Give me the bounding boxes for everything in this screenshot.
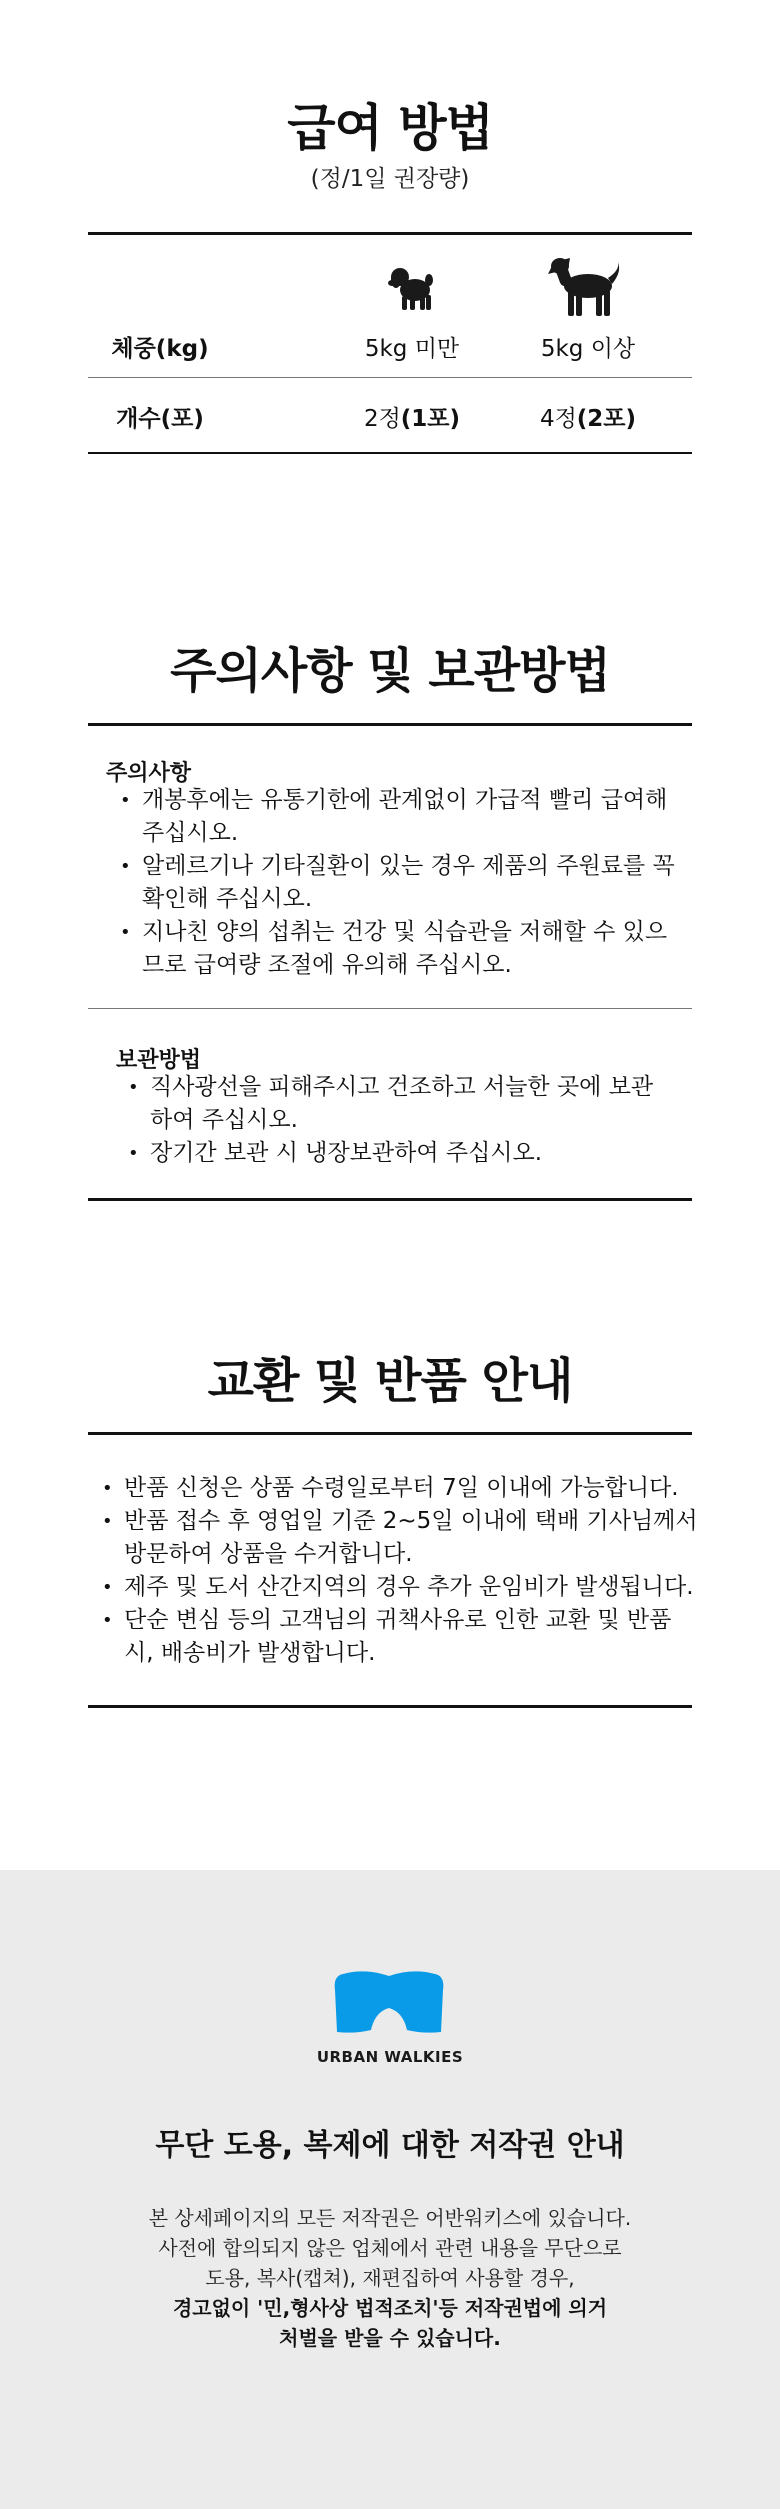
count-large-pack: (2포) [576, 406, 637, 432]
list-item: • 직사광선을 피해주시고 건조하고 서늘한 곳에 보관하여 주십시오. [128, 1071, 668, 1137]
feeding-subtitle: (정/1일 권장량) [310, 166, 470, 192]
table-mid-rule [88, 377, 692, 378]
table-bottom-rule [88, 452, 692, 454]
list-item: • 알레르기나 기타질환이 있는 경우 제품의 주원료를 꼭 확인해 주십시오. [120, 850, 680, 916]
notice-line-bold: 처벌을 받을 수 있습니다. [279, 2326, 501, 2350]
list-item: • 반품 신청은 상품 수령일로부터 7일 이내에 가능합니다. [102, 1472, 702, 1505]
caution-mid-rule [88, 1008, 692, 1009]
list-item: • 제주 및 도서 산간지역의 경우 추가 운임비가 발생됩니다. [102, 1571, 702, 1604]
list-item: • 반품 접수 후 영업일 기준 2~5일 이내에 택배 기사님께서 방문하여 상품을 수거합니다. [102, 1505, 702, 1571]
notice-line: 사전에 합의되지 않은 업체에서 관련 내용을 무단으로 [158, 2236, 622, 2260]
list-item: • 개봉후에는 유통기한에 관계없이 가급적 빨리 급여해 주십시오. [120, 784, 680, 850]
brand-name: URBAN WALKIES [316, 2048, 464, 2066]
exchange-top-rule [88, 1432, 692, 1435]
notice-line-bold: 경고없이 '민,형사상 법적조치'등 저작권법에 의거 [172, 2296, 608, 2320]
exchange-title: 교환 및 반품 안내 [207, 1353, 573, 1409]
count-large [488, 400, 688, 433]
notice-line: 도용, 복사(캡쳐), 재편집하여 사용할 경우, [205, 2266, 575, 2290]
table-top-rule [88, 232, 692, 235]
weight-large: 5kg 이상 [540, 336, 636, 362]
brand-logo [333, 1968, 445, 2038]
storage-list [128, 1071, 668, 1170]
caution-top-rule [88, 723, 692, 726]
count-small [312, 400, 512, 433]
weight-small: 5kg 미만 [364, 336, 460, 362]
caution-title: 주의사항 및 보관방법 [170, 643, 610, 699]
list-item: • 지나친 양의 섭취는 건강 및 식습관을 저해할 수 있으므로 급여량 조절에 유의해 주십시오. [120, 916, 680, 982]
exchange-bottom-rule [88, 1705, 692, 1708]
count-small-num: 2정 [363, 406, 401, 432]
copyright-title: 무단 도용, 복제에 대한 저작권 안내 [155, 2128, 625, 2163]
small-dog-icon [388, 266, 436, 312]
count-small-pack: (1포) [400, 406, 461, 432]
storage-heading: 보관방법 [116, 1048, 202, 1073]
caution-heading: 주의사항 [106, 761, 192, 786]
exchange-list [102, 1472, 702, 1670]
feeding-title: 급여 방법 [287, 99, 493, 157]
count-large-num: 4정 [539, 406, 577, 432]
list-item: • 장기간 보관 시 냉장보관하여 주십시오. [128, 1137, 668, 1170]
large-dog-icon [548, 256, 622, 318]
notice-line: 본 상세페이지의 모든 저작권은 어반워키스에 있습니다. [148, 2206, 632, 2230]
list-item: • 단순 변심 등의 고객님의 귀책사유로 인한 교환 및 반품 시, 배송비가 발생합니다. [102, 1604, 702, 1670]
weight-label: 체중(kg) [111, 336, 209, 362]
count-label: 개수(포) [116, 406, 204, 432]
caution-bottom-rule [88, 1198, 692, 1201]
caution-list [120, 784, 680, 982]
copyright-footer [0, 1870, 780, 2509]
